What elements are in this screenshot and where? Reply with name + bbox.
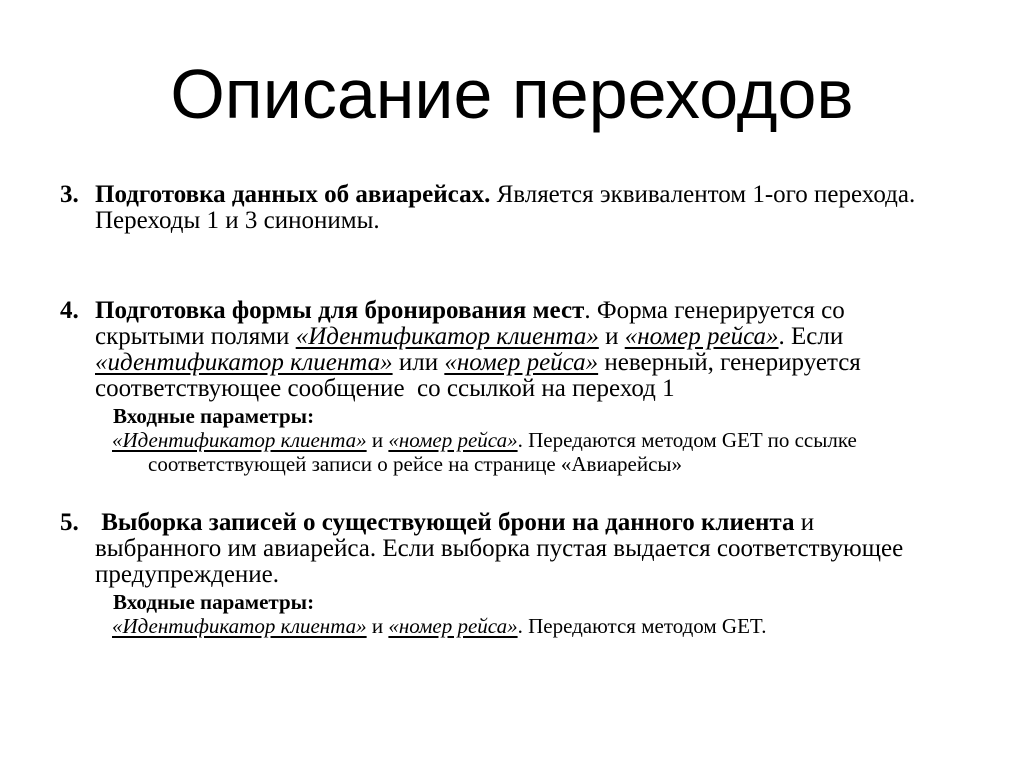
text-line <box>95 298 984 324</box>
text-segment: «номер рейса» <box>388 614 518 638</box>
text-segment: «номер рейса» <box>624 323 779 350</box>
text-segment: Выборка записей о существующей брони на данного клиента <box>95 509 795 536</box>
list-item <box>60 182 984 234</box>
item-content <box>95 298 984 476</box>
text-line <box>95 208 984 234</box>
text-segment: Подготовка формы для бронирования мест <box>95 297 585 324</box>
item-content <box>95 182 984 234</box>
text-line <box>95 510 984 536</box>
text-segment: . Если <box>778 323 844 350</box>
text-line <box>95 376 984 402</box>
text-segment: выбранного им авиарейса. Если выборка пустая выдается соответствующее <box>95 535 904 562</box>
text-segment: соответствующее сообщение со ссылкой на переход 1 <box>95 375 675 402</box>
text-line <box>112 614 984 638</box>
text-line <box>95 536 984 562</box>
text-segment: неверный, генерируется <box>598 349 861 376</box>
text-segment: . Форма генерируется со <box>584 297 845 324</box>
input-params-block <box>95 404 984 476</box>
input-params-heading: Входные параметры: <box>113 404 315 428</box>
slide-title: Описание переходов <box>170 55 854 133</box>
list-item <box>60 298 984 476</box>
text-segment: «идентификатор клиента» <box>95 349 393 376</box>
text-segment: «Идентификатор клиента» <box>112 428 367 452</box>
text-segment: соответствующей записи о рейсе на странице «Авиарейсы» <box>148 452 683 476</box>
text-segment: «Идентификатор клиента» <box>112 614 367 638</box>
input-params-block <box>95 590 984 638</box>
text-line <box>112 452 984 476</box>
text-segment: . Передаются методом GET по ссылке <box>517 428 857 452</box>
text-segment: и <box>794 509 815 536</box>
slide <box>0 50 1024 767</box>
text-line <box>112 428 984 452</box>
item-number: 5. <box>60 509 79 536</box>
text-segment: Подготовка данных об авиарейсах. <box>95 181 491 208</box>
item-number: 4. <box>60 297 79 324</box>
text-segment: «номер рейса» <box>388 428 518 452</box>
text-line <box>95 182 984 208</box>
item-number: 3. <box>60 181 79 208</box>
text-line <box>95 350 984 376</box>
text-segment: и <box>366 428 389 452</box>
text-line <box>95 562 984 588</box>
text-segment: или <box>392 349 445 376</box>
text-segment: и <box>598 323 625 350</box>
text-segment: и <box>366 614 389 638</box>
text-segment: скрытыми полями <box>95 323 296 350</box>
list-item <box>60 510 984 638</box>
text-segment: Переходы 1 и 3 синонимы. <box>95 207 380 234</box>
text-segment: «номер рейса» <box>444 349 599 376</box>
text-segment: . Передаются методом GET. <box>517 614 767 638</box>
input-params-heading: Входные параметры: <box>113 590 315 614</box>
transitions-list <box>60 182 984 638</box>
text-line <box>95 324 984 350</box>
text-segment: «Идентификатор клиента» <box>295 323 599 350</box>
text-segment: предупреждение. <box>95 561 280 588</box>
item-content <box>95 510 984 638</box>
text-segment: Является эквивалентом 1-ого перехода. <box>490 181 916 208</box>
